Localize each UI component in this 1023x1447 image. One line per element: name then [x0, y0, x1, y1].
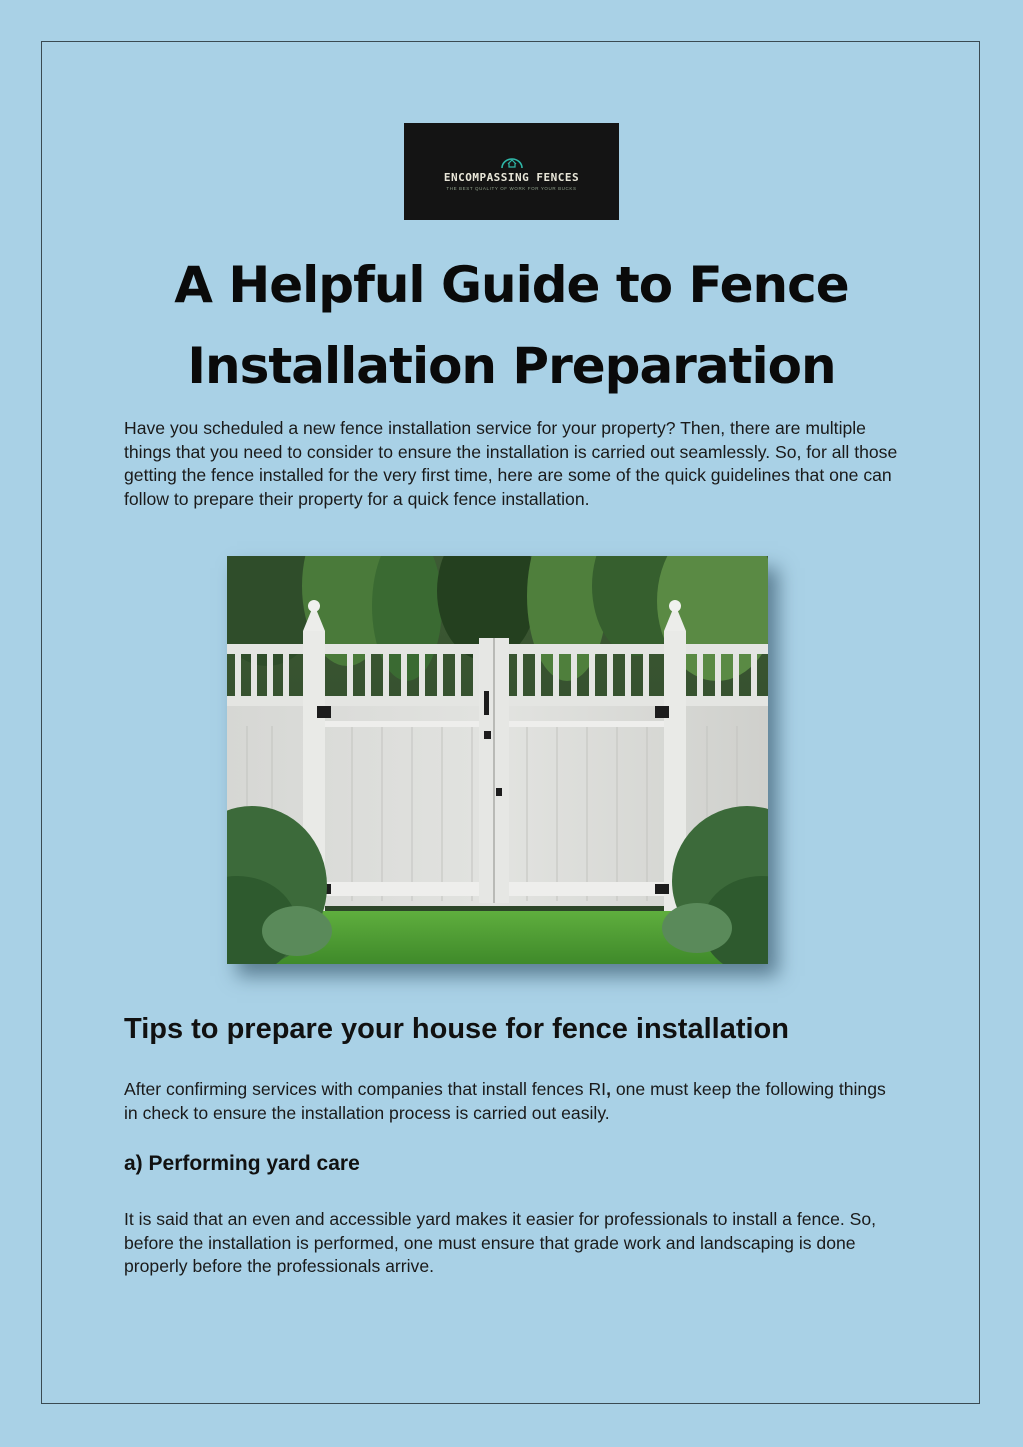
subsection-paragraph: It is said that an even and accessible yard makes it easier for professionals to install a fence. So, before the installation is performed, one must ensure that grade work and landscaping is done properly before the professionals arrive.: [124, 1209, 877, 1277]
subsection-heading: a) Performing yard care: [124, 1152, 360, 1175]
section-body-before: After confirming services with companies that install fences RI: [124, 1079, 607, 1099]
intro-paragraph: Have you scheduled a new fence installation service for your property? Then, there are multiple things that you need to consider to ensure the installation is carried out seamlessly. So, for all those getting the fence installed for the very first time, here are some of the quick guidelines that one can follow to prepare their property for a quick fence installation.: [124, 418, 898, 509]
house-arc-icon: [499, 156, 525, 170]
logo-tagline: THE BEST QUALITY OF WORK FOR YOUR BUCKS: [446, 186, 577, 191]
page-title: [120, 245, 903, 407]
company-logo: [404, 123, 619, 220]
section-heading: Tips to prepare your house for fence installation: [124, 1013, 789, 1045]
fence-gate-photo: [227, 556, 768, 964]
title-line-1: A Helpful Guide to Fence: [174, 256, 849, 314]
section-body-comma: ,: [606, 1079, 611, 1099]
logo-name: ENCOMPASSING FENCES: [443, 171, 580, 184]
section-paragraph: [124, 1078, 899, 1125]
section-body-after: one must keep the following things in check to ensure the installation process is carried out easily.: [124, 1079, 886, 1123]
title-line-2: Installation Preparation: [187, 337, 836, 395]
